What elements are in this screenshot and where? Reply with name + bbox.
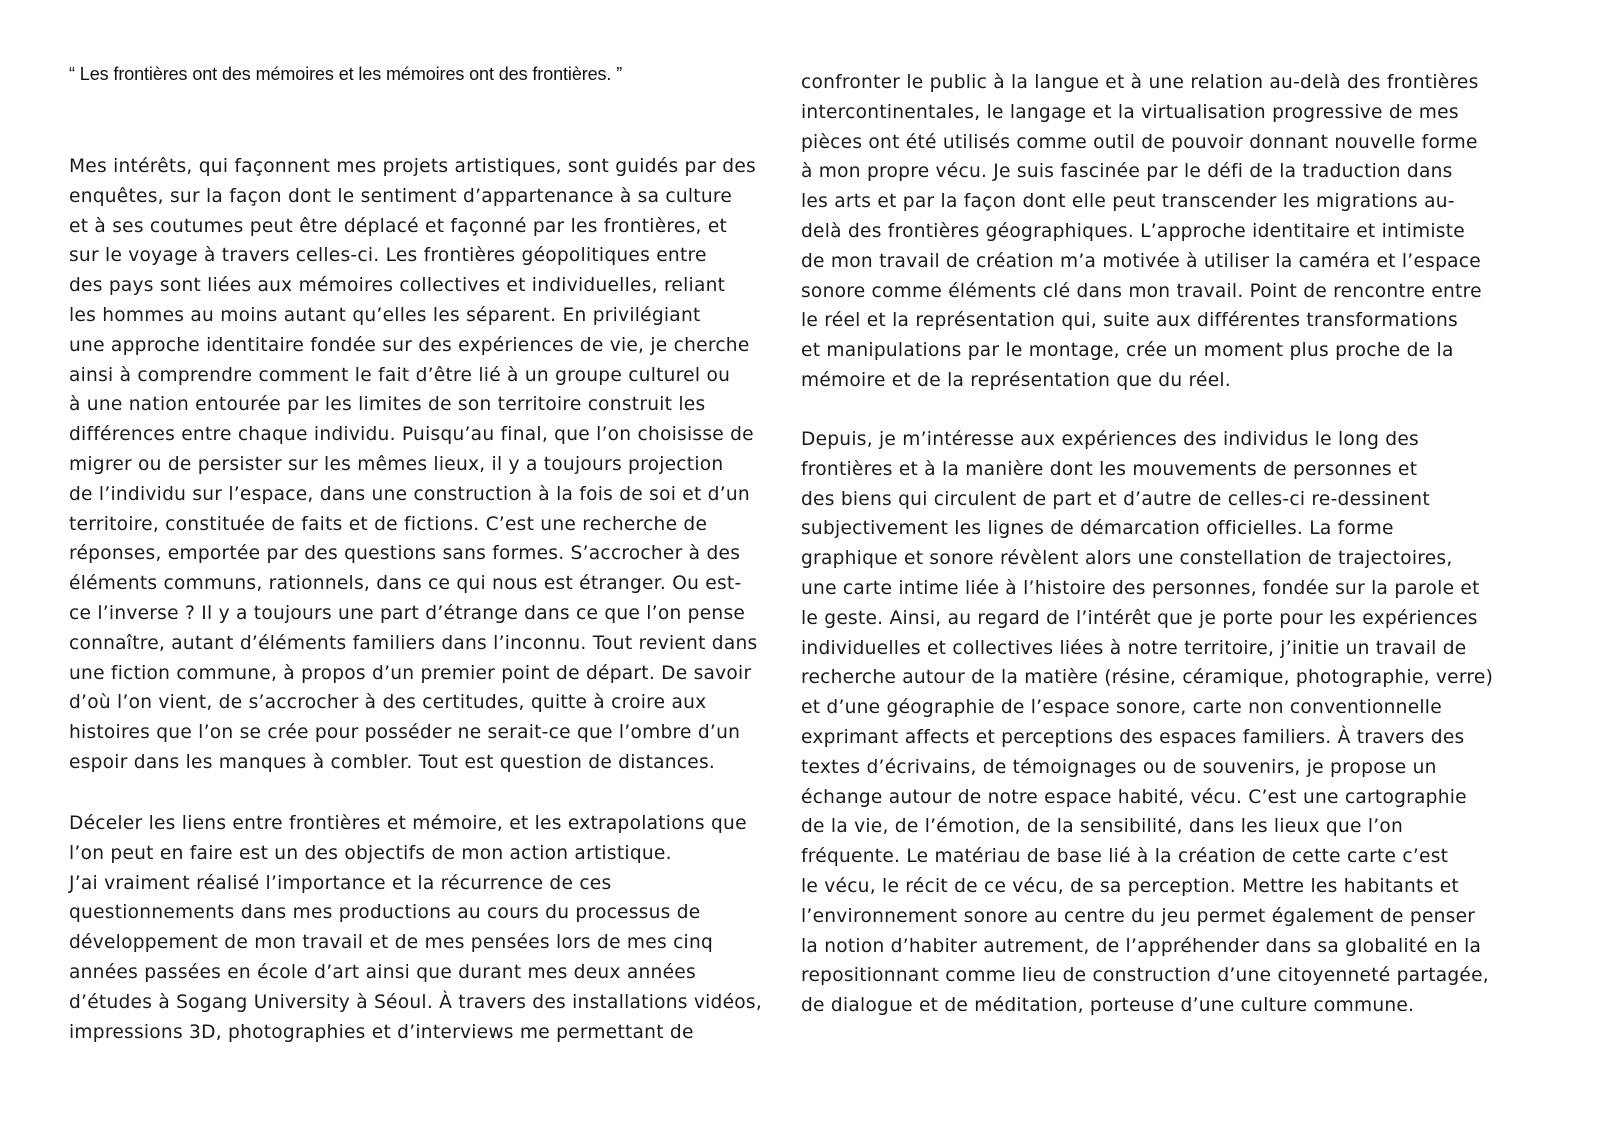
text-line: J’ai vraiment réalisé l’importance et la récurrence de ces <box>69 872 612 894</box>
text-line: échange autour de notre espace habité, vécu. C’est une cartographie <box>801 786 1467 808</box>
text-line: de dialogue et de méditation, porteuse d’une culture commune. <box>801 995 1415 1017</box>
text-line: exprimant affects et perceptions des espaces familiers. À travers des <box>801 726 1465 748</box>
text-line: une approche identitaire fondée sur des expériences de vie, je cherche <box>69 334 750 356</box>
text-line: les arts et par la façon dont elle peut transcender les migrations au- <box>801 191 1455 213</box>
text-line: une carte intime liée à l’histoire des personnes, fondée sur la parole et <box>801 577 1480 599</box>
text-line: repositionnant comme lieu de construction d’une citoyenneté partagée, <box>801 965 1489 987</box>
text-line: espoir dans les manques à combler. Tout est question de distances. <box>69 751 716 773</box>
text-line: recherche autour de la matière (résine, céramique, photographie, verre) <box>801 667 1494 689</box>
epigraph-quote: “ Les frontières ont des mémoires et les mémoires ont des frontières. ” <box>69 64 623 84</box>
text-line: le vécu, le récit de ce vécu, de sa perception. Mettre les habitants et <box>801 875 1459 897</box>
text-line: et manipulations par le montage, crée un moment plus proche de la <box>801 340 1454 362</box>
text-line: et à ses coutumes peut être déplacé et façonné par les frontières, et <box>69 215 728 237</box>
text-line: l’on peut en faire est un des objectifs de mon action artistique. <box>69 842 672 864</box>
text-line: Déceler les liens entre frontières et mémoire, et les extrapolations que <box>69 813 747 834</box>
text-line: migrer ou de persister sur les mêmes lieux, il y a toujours projection <box>69 453 724 475</box>
text-line: confronter le public à la langue et à une relation au-delà des frontières <box>801 72 1479 93</box>
text-line: sonore comme éléments clé dans mon travail. Point de rencontre entre <box>801 280 1482 302</box>
text-line: de l’individu sur l’espace, dans une construction à la fois de soi et d’un <box>69 483 750 505</box>
text-line: de mon travail de création m’a motivée à utiliser la caméra et l’espace <box>801 250 1481 272</box>
text-line: à mon propre vécu. Je suis fascinée par le défi de la traduction dans <box>801 161 1453 183</box>
text-line: des pays sont liées aux mémoires collectives et individuelles, reliant <box>69 275 726 297</box>
text-line: individuelles et collectives liées à notre territoire, j’initie un travail de <box>801 637 1467 659</box>
text-line: d’où l’on vient, de s’accrocher à des certitudes, quitte à croire aux <box>69 692 707 714</box>
text-line: le réel et la représentation qui, suite aux différentes transformations <box>801 310 1458 332</box>
text-line: graphique et sonore révèlent alors une constellation de trajectoires, <box>801 548 1453 570</box>
text-line: frontières et à la manière dont les mouvements de personnes et <box>801 458 1418 480</box>
text-line: de la vie, de l’émotion, de la sensibilité, dans les lieux que l’on <box>801 816 1404 838</box>
text-line: Depuis, je m’intéresse aux expériences des individus le long des <box>801 429 1419 450</box>
text-line: l’environnement sonore au centre du jeu permet également de penser <box>801 905 1476 927</box>
right-paragraph-2 <box>801 425 1493 1021</box>
text-line: delà des frontières géographiques. L’approche identitaire et intimiste <box>801 220 1465 242</box>
text-line: et d’une géographie de l’espace sonore, carte non conventionnelle <box>801 697 1442 719</box>
text-line: éléments communs, rationnels, dans ce qui nous est étranger. Ou est- <box>69 573 742 595</box>
text-line: réponses, emportée par des questions sans formes. S’accrocher à des <box>69 543 741 565</box>
text-line: les hommes au moins autant qu’elles les séparent. En privilégiant <box>69 304 701 326</box>
right-paragraph-1 <box>801 68 1482 396</box>
text-line: à une nation entourée par les limites de son territoire construit les <box>69 394 706 416</box>
left-paragraph-2 <box>69 809 762 1047</box>
text-line: Mes intérêts, qui façonnent mes projets artistiques, sont guidés par des <box>69 156 756 177</box>
text-line: mémoire et de la représentation que du réel. <box>801 369 1231 391</box>
text-line: fréquente. Le matériau de base lié à la création de cette carte c’est <box>801 846 1449 868</box>
text-line: années passées en école d’art ainsi que durant mes deux années <box>69 961 696 983</box>
left-paragraph-1 <box>69 152 757 778</box>
text-line: intercontinentales, le langage et la virtualisation progressive de mes <box>801 101 1459 123</box>
text-line: ce l’inverse ? Il y a toujours une part d’étrange dans ce que l’on pense <box>69 602 746 624</box>
text-line: différences entre chaque individu. Puisqu’au final, que l’on choisisse de <box>69 424 754 446</box>
text-line: subjectivement les lignes de démarcation officielles. La forme <box>801 518 1394 540</box>
text-line: questionnements dans mes productions au cours du processus de <box>69 902 701 924</box>
text-line: d’études à Sogang University à Séoul. À travers des installations vidéos, <box>69 991 763 1013</box>
text-line: connaître, autant d’éléments familiers dans l’inconnu. Tout revient dans <box>69 632 758 654</box>
text-line: la notion d’habiter autrement, de l’appréhender dans sa globalité en la <box>801 935 1482 957</box>
text-line: impressions 3D, photographies et d’interviews me permettant de <box>69 1021 694 1043</box>
text-line: textes d’écrivains, de témoignages ou de souvenirs, je propose un <box>801 756 1437 778</box>
text-line: ainsi à comprendre comment le fait d’être lié à un groupe culturel ou <box>69 364 731 386</box>
text-line: le geste. Ainsi, au regard de l’intérêt que je porte pour les expériences <box>801 607 1478 629</box>
text-line: pièces ont été utilisés comme outil de pouvoir donnant nouvelle forme <box>801 131 1478 153</box>
text-line: développement de mon travail et de mes pensées lors de mes cinq <box>69 932 714 954</box>
text-line: des biens qui circulent de part et d’autre de celles-ci re-dessinent <box>801 488 1430 510</box>
text-line: sur le voyage à travers celles-ci. Les frontières géopolitiques entre <box>69 245 707 267</box>
text-line: enquêtes, sur la façon dont le sentiment d’appartenance à sa culture <box>69 185 733 207</box>
text-line: histoires que l’on se crée pour posséder ne serait-ce que l’ombre d’un <box>69 722 741 744</box>
text-line: une fiction commune, à propos d’un premier point de départ. De savoir <box>69 662 752 684</box>
text-line: territoire, constituée de faits et de fictions. C’est une recherche de <box>69 513 708 535</box>
